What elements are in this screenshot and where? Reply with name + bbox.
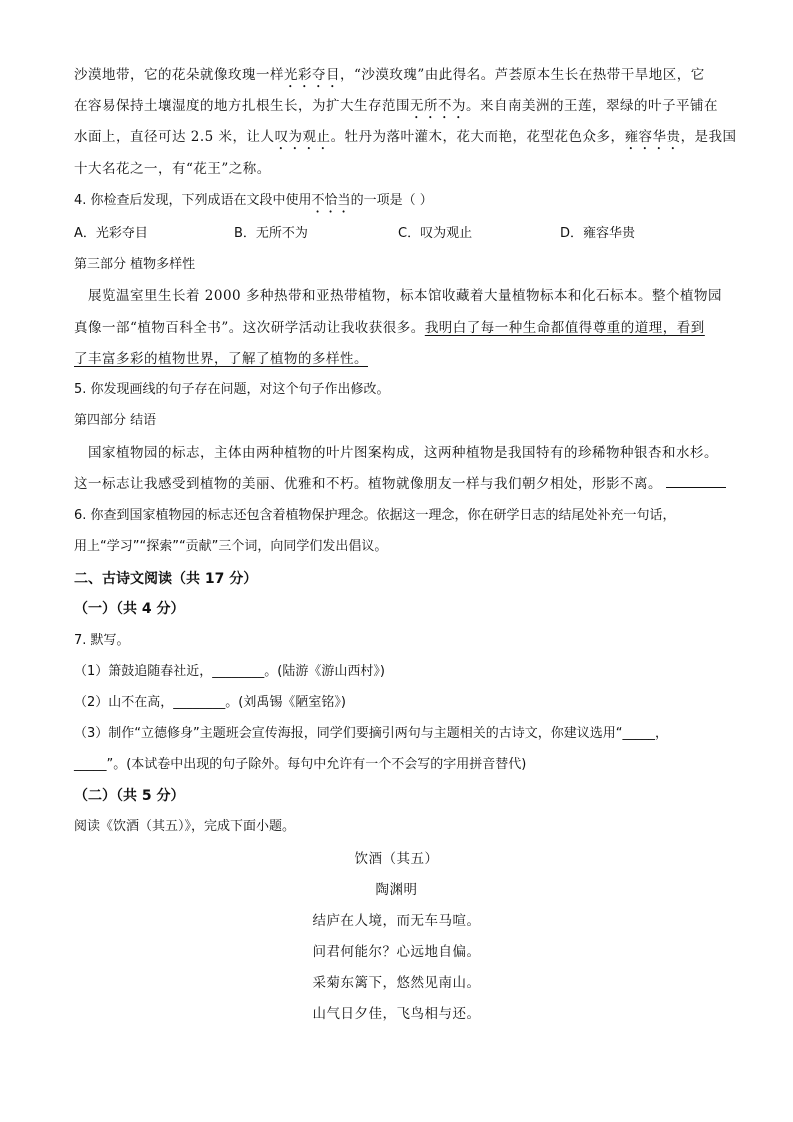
question-7-3-line: _____”。(本试卷中出现的句子除外。每句中允许有一个不会写的字用拼音替代) <box>74 757 527 772</box>
poem-title: 饮酒（其五） <box>354 851 439 867</box>
option-a: A．光彩夺目 <box>74 226 148 241</box>
option-c: C．叹为观止 <box>398 226 473 241</box>
paragraph-line <box>74 475 726 493</box>
question-4-stem <box>74 192 433 216</box>
poem-line: 山气日夕佳，飞鸟相与还。 <box>312 1006 481 1022</box>
option-d: D．雍容华贵 <box>560 226 636 241</box>
part-4-heading: 第四部分 结语 <box>74 413 157 428</box>
text: ，是我国 <box>680 129 737 145</box>
idiom-dotted: 叹为观止 <box>274 129 331 145</box>
question-7-1: （1）箫鼓追随春社近，________。(陆游《游山西村》) <box>74 664 385 679</box>
paragraph-line <box>74 128 737 153</box>
question-5: 5. 你发现画线的句子存在问题，对这个句子作出修改。 <box>74 382 390 397</box>
paragraph-line <box>74 66 705 91</box>
text: 4. 你检查后发现，下列成语在文段中使用 <box>74 193 312 208</box>
option-b: B．无所不为 <box>234 226 308 241</box>
idiom-dotted: 光彩夺目 <box>284 67 340 83</box>
question-7-2: （2）山不在高，________。(刘禹锡《陋室铭》) <box>74 695 346 710</box>
paragraph-line <box>74 160 271 178</box>
text: ，“沙漠玫瑰”由此得名。芦荟原本生长在热带干旱地区，它 <box>340 67 705 83</box>
text: 十大名花之一，有“花王”之称。 <box>74 161 271 177</box>
text: 沙漠地带，它的花朵就像玫瑰一样 <box>74 67 284 83</box>
paragraph-line <box>88 287 722 305</box>
text: 展览温室里生长着 2000 多种热带和亚热带植物，标本馆收藏着大量植物标本和化石标本。整个植物园 <box>88 288 722 304</box>
question-6-line: 6. 你查到国家植物园的标志还包含着植物保护理念。依据这一理念，你在研学日志的结尾处补充一句话， <box>74 508 676 523</box>
underlined-sentence: 了丰富多彩的植物世界，了解了植物的多样性。 <box>74 351 368 367</box>
idiom-dotted: 无所不为 <box>410 98 466 114</box>
question-6-line: 用上“学习”“探索”“贡献”三个词，向同学们发出倡议。 <box>74 539 388 554</box>
text: 水面上，直径可达 2.5 米，让人 <box>74 129 275 145</box>
underlined-sentence: 我明白了每一种生命都值得尊重的道理，看到 <box>424 320 705 336</box>
answer-blank[interactable] <box>666 475 726 488</box>
idiom-dotted: 雍容华贵 <box>624 129 681 145</box>
paragraph-line <box>88 444 718 462</box>
text: 这一标志让我感受到植物的美丽、优雅和不朽。植物就像朋友一样与我们朝夕相处，形影不离。 <box>74 476 662 492</box>
text: 。来自南美洲的王莲，翠绿的叶子平铺在 <box>466 98 718 114</box>
text: 国家植物园的标志，主体由两种植物的叶片图案构成，这两种植物是我国特有的珍稀物种银杏和水杉。 <box>88 445 718 461</box>
part-3-heading: 第三部分 植物多样性 <box>74 257 196 272</box>
subsection-2-title: （二）（共 5 分） <box>74 788 185 804</box>
poem-line: 结庐在人境，而无车马喧。 <box>312 913 481 929</box>
text: 真像一部“植物百科全书”。这次研学活动让我收获很多。 <box>74 320 425 336</box>
text: 。牡丹为落叶灌木，花大而艳，花型花色众多， <box>330 129 625 145</box>
poem-line: 采菊东篱下，悠然见南山。 <box>312 975 481 991</box>
poem-author: 陶渊明 <box>375 882 418 898</box>
paragraph-line <box>74 350 368 368</box>
emphasis-dotted: 不恰当 <box>311 193 351 208</box>
paragraph-line <box>74 319 705 337</box>
subsection-1-title: （一）（共 4 分） <box>74 601 185 617</box>
section-2-title: 二、古诗文阅读（共 17 分） <box>74 571 258 587</box>
question-7: 7. 默写。 <box>74 633 130 648</box>
paragraph-line <box>74 97 718 122</box>
text: 在容易保持土壤湿度的地方扎根生长，为扩大生存范围 <box>74 98 410 114</box>
text: 的一项是（ ） <box>350 193 433 208</box>
reading-intro: 阅读《饮酒（其五）》，完成下面小题。 <box>74 819 296 834</box>
question-7-3-line: （3）制作“立德修身”主题班会宣传海报，同学们要摘引两句与主题相关的古诗文，你建议选用“_____， <box>74 726 668 741</box>
poem-line: 问君何能尔？心远地自偏。 <box>312 944 481 960</box>
